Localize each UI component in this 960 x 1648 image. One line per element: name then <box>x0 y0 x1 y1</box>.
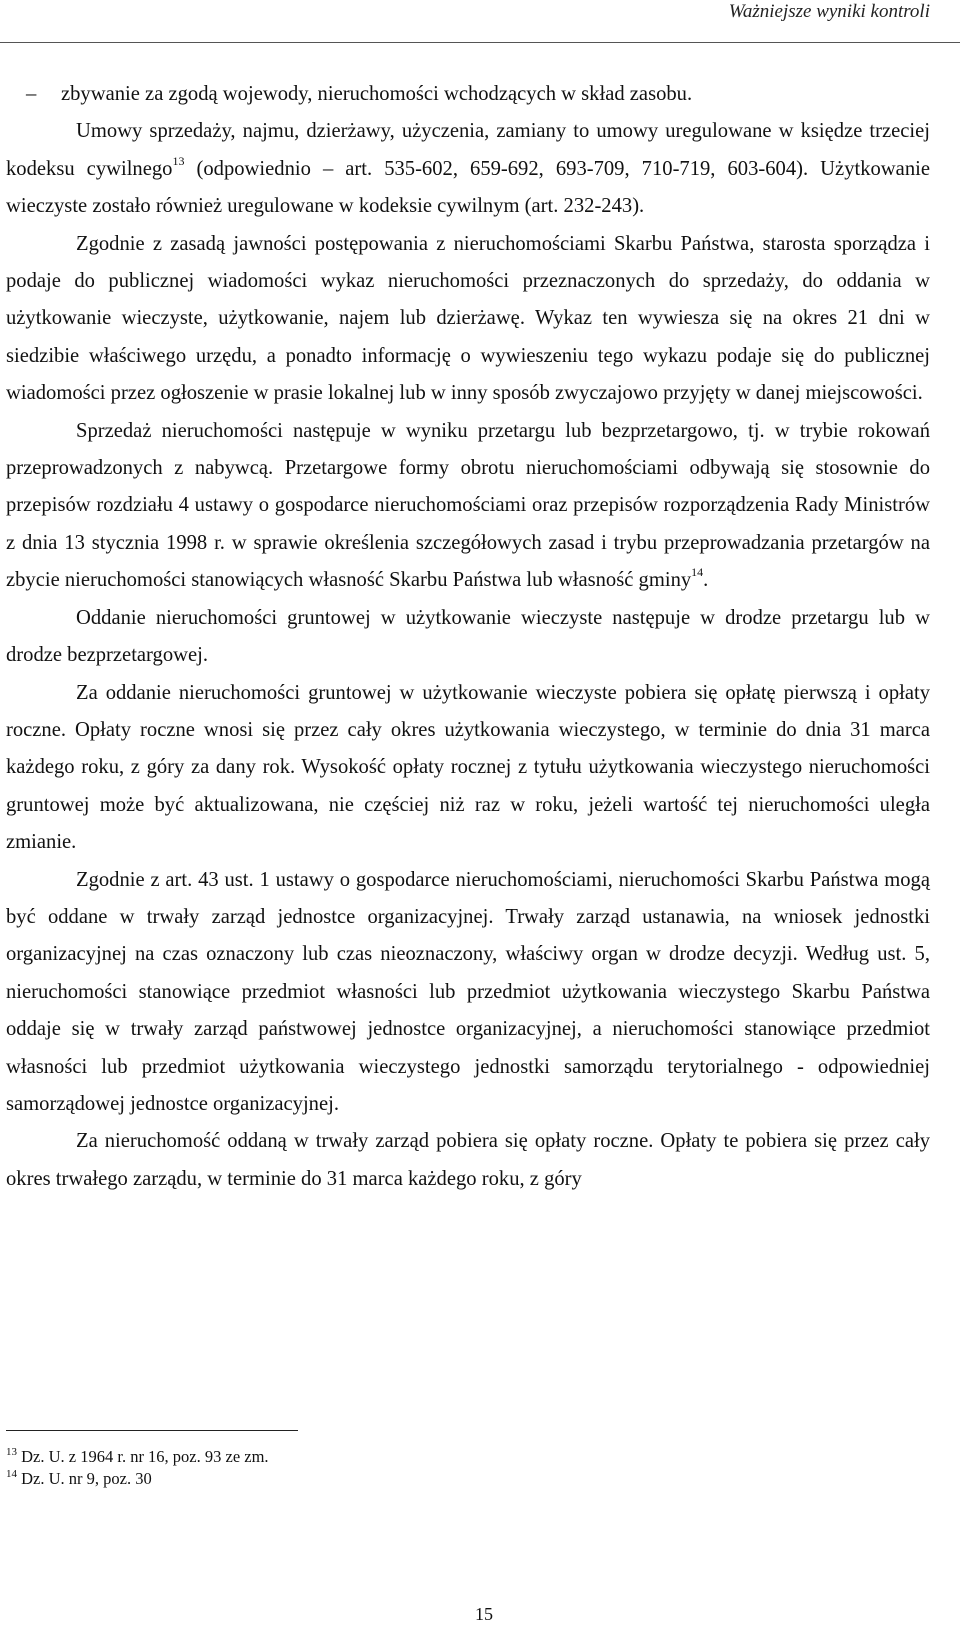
header-rule <box>0 42 960 43</box>
paragraph-1-text-b: (odpowiednio – art. 535-602, 659-692, 693-709, 710-719, 603-604). Użytkowanie wieczyste zostało również uregulowane w kodeksie cywilnym (art. 232-243). <box>6 157 930 218</box>
paragraph-3-text-a: Sprzedaż nieruchomości następuje w wyniku przetargu lub bezprzetargowo, tj. w trybie rokowań przeprowadzonych z nabywcą. Przetargowe formy obrotu nieruchomościami odbywają się stosownie do przepisów rozdziału 4 ustawy o gospodarce nieruchomościami oraz przepisów rozporządzenia Rady Ministrów z dnia 13 stycznia 1998 r. w sprawie określenia szczegółowych zasad i trybu przeprowadzania przetargów na zbycie nieruchomości stanowiących własność Skarbu Państwa lub własność gminy <box>6 419 930 592</box>
paragraph-5: Za oddanie nieruchomości gruntowej w użytkowanie wieczyste pobiera się opłatę pierwszą i opłaty roczne. Opłaty roczne wnosi się przez cały okres użytkowania wieczystego, w terminie do dnia 31 marca każdego roku, z góry za dany rok. Wysokość opłaty rocznej z tytułu użytkowania wieczystego nieruchomości gruntowej może być aktualizowana, nie częściej niż raz w roku, jeżeli wartość tej nieruchomości uległa zmianie. <box>6 681 930 854</box>
paragraph-6: Zgodnie z art. 43 ust. 1 ustawy o gospodarce nieruchomościami, nieruchomości Skarbu Państwa mogą być oddane w trwały zarząd jednostce organizacyjnej. Trwały zarząd ustanawia, na wniosek jednostki organizacyjnej na czas oznaczony lub czas nieoznaczony, właściwy organ w drodze decyzji. Według ust. 5, nieruchomości stanowiące przedmiot własności lub przedmiot użytkowania wieczystego Skarbu Państwa oddaje się w trwały zarząd państwowej jednostce organizacyjnej, a nieruchomości stanowiące przedmiot własności lub przedmiot użytkowania wieczystego jednostki samorządu terytorialnego - odpowiedniej samorządowej jednostce organizacyjnej. <box>6 868 930 1115</box>
footnote-13 <box>6 1446 269 1468</box>
footnote-ref-14[interactable]: 14 <box>691 565 704 580</box>
paragraph-3-text-b: . <box>703 569 709 592</box>
bullet-item <box>6 76 930 113</box>
footnote-text: Dz. U. nr 9, poz. 30 <box>17 1469 152 1488</box>
dash-marker: – <box>26 83 37 105</box>
paragraph-7: Za nieruchomość oddaną w trwały zarząd pobiera się opłaty roczne. Opłaty te pobiera się przez cały okres trwałego zarządu, w terminie do 31 marca każdego roku, z góry <box>6 1130 930 1190</box>
footnote-ref-13[interactable]: 13 <box>172 153 185 168</box>
paragraph-1 <box>6 113 930 225</box>
footnote-rule <box>6 1430 298 1431</box>
body-text <box>6 76 930 1198</box>
paragraph-4: Oddanie nieruchomości gruntowej w użytkowanie wieczyste następuje w drodze przetargu lub w drodze bezprzetargowej. <box>6 606 930 667</box>
page-number: 15 <box>475 1604 493 1624</box>
running-header: Ważniejsze wyniki kontroli <box>728 1 930 22</box>
footnotes <box>6 1446 269 1490</box>
paragraph-3 <box>6 413 930 600</box>
paragraph-2: Zgodnie z zasadą jawności postępowania z nieruchomościami Skarbu Państwa, starosta sporządza i podaje do publicznej wiadomości wykaz nieruchomości przeznaczonych do sprzedaży, do oddania w użytkowanie wieczyste, użytkowanie, najem lub dzierżawę. Wykaz ten wywiesza się na okres 21 dni w siedzibie właściwego urzędu, a ponadto informację o wywieszeniu tego wykazu podaje się do publicznej wiadomości przez ogłoszenie w prasie lokalnej lub w inny sposób zwyczajowo przyjęty w danej miejscowości. <box>6 232 930 405</box>
paragraph-1-text-a: Umowy sprzedaży, najmu, dzierżawy, użyczenia, zamiany to umowy uregulowane w księdze trzeciej kodeksu cywilnego <box>6 120 930 180</box>
footnote-number: 14 <box>6 1467 17 1480</box>
footnote-14 <box>6 1468 269 1490</box>
footnote-number: 13 <box>6 1445 17 1458</box>
bullet-text: zbywanie za zgodą wojewody, nieruchomości wchodzących w skład zasobu. <box>61 83 693 105</box>
footnote-text: Dz. U. z 1964 r. nr 16, poz. 93 ze zm. <box>17 1447 269 1466</box>
